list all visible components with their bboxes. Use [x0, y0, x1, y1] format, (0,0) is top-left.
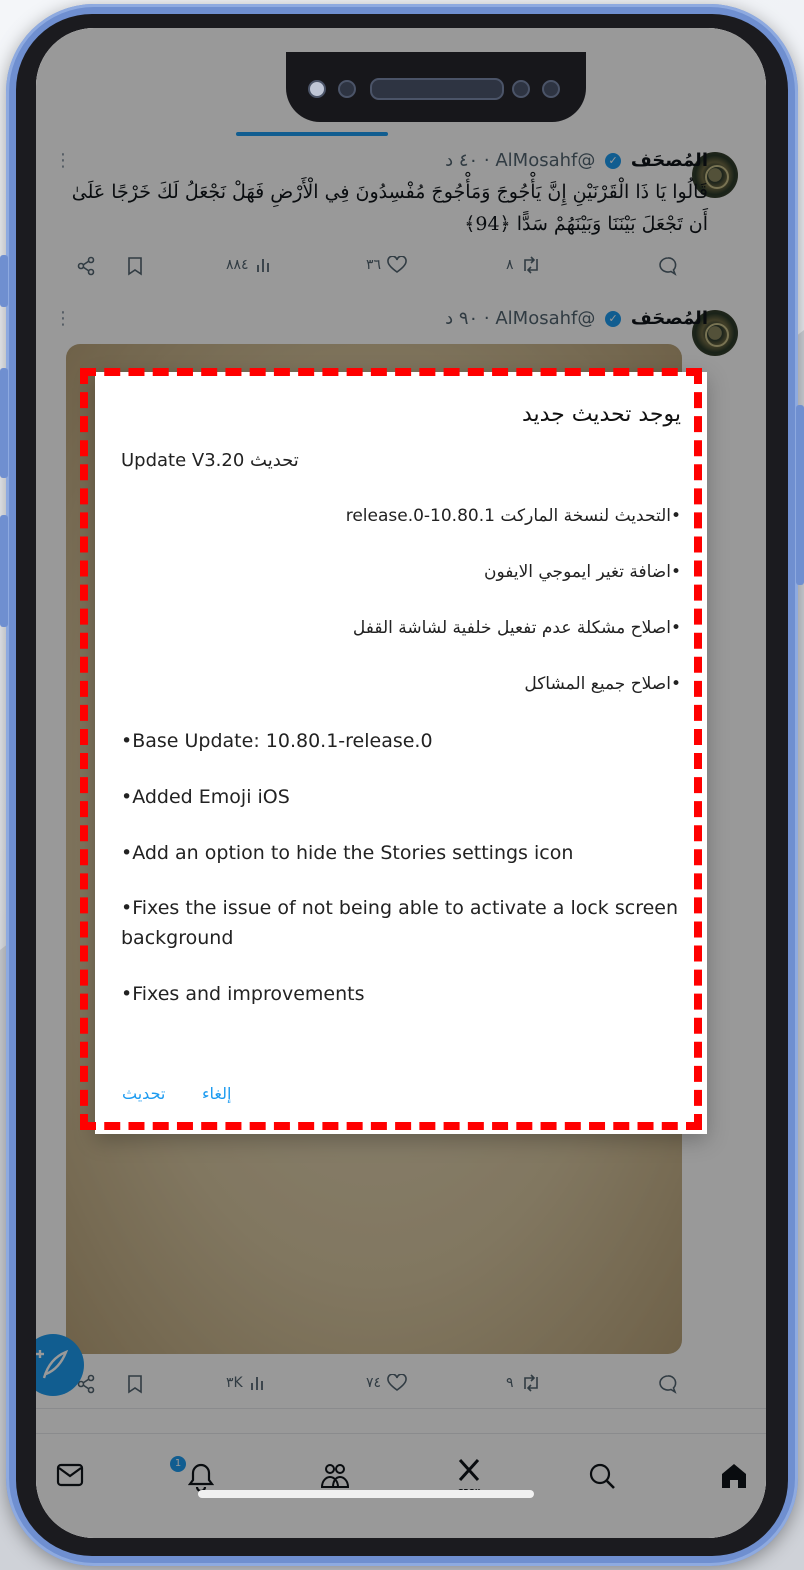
volume-up-button [0, 255, 8, 307]
tweet-time: ٩٠ د [445, 308, 479, 329]
separator: · [478, 308, 490, 329]
arabic-note: •اضافة تغير ايموجي الايفون [483, 562, 681, 582]
sensor-dot [308, 80, 326, 98]
front-camera [542, 80, 560, 98]
sensor-dot [512, 80, 530, 98]
views-count: ٨٨٤ [226, 257, 249, 273]
arabic-note: •اصلاح مشكلة عدم تفعيل خلفية لشاشة القفل [352, 618, 681, 638]
retweets-count: ٨ [506, 257, 514, 273]
english-note: •Fixes and improvements [121, 983, 365, 1005]
author-handle[interactable]: @AlMosahf [495, 150, 596, 171]
sensor-dot [338, 80, 356, 98]
notification-badge: 1 [170, 1456, 186, 1472]
update-dialog [95, 372, 707, 1134]
volume-down-button [0, 368, 8, 478]
likes-count: ٣٦ [366, 257, 382, 273]
power-button [796, 405, 804, 585]
english-note: •Base Update: 10.80.1-release.0 [121, 730, 433, 752]
verified-icon: ✓ [605, 153, 621, 169]
dialog-version: Update V3.20 تحديث [121, 450, 299, 471]
arabic-note: •التحديث لنسخة الماركت release.0-10.80.1 [345, 506, 681, 526]
separator: · [478, 150, 490, 171]
author-name[interactable]: المُصحَف [630, 150, 708, 171]
arabic-note: •اصلاح جميع المشاكل [524, 674, 681, 694]
english-note: •Added Emoji iOS [121, 786, 290, 808]
home-indicator[interactable] [198, 1490, 534, 1498]
author-name[interactable]: المُصحَف [630, 308, 708, 329]
verified-icon: ✓ [605, 311, 621, 327]
update-button[interactable]: تحديث [122, 1084, 166, 1103]
retweets-count: ٩ [506, 1375, 514, 1391]
english-note: •Fixes the issue of not being able to activate a lock screen background [121, 897, 679, 949]
silent-switch [0, 515, 8, 627]
phone-notch [286, 52, 586, 122]
views-count: ٣K [226, 1375, 243, 1391]
tweet-text: قَالُوا يَا ذَا الْقَرْنَيْنِ إِنَّ يَأْجُوجَ وَمَأْجُوجَ مُفْسِدُونَ فِي الْأَرْضِ فَهَلْ نَجْعَلُ لَكَ خَرْجًا عَلَىٰ أَن تَجْعَلَ بَيْنَنَا وَبَيْنَهُمْ سَدًّا ﴿94﴾ [71, 181, 708, 235]
more-options-icon[interactable]: ⋮ [54, 308, 72, 329]
dialog-title: يوجد تحديث جديد [521, 402, 681, 427]
more-options-icon[interactable]: ⋮ [54, 150, 72, 171]
likes-count: ٧٤ [366, 1375, 382, 1391]
author-handle[interactable]: @AlMosahf [495, 308, 596, 329]
speaker-grill [370, 78, 504, 100]
english-note: •Add an option to hide the Stories settings icon [121, 842, 574, 864]
cancel-button[interactable]: إلغاء [202, 1084, 232, 1103]
tweet-time: ٤٠ د [445, 150, 479, 171]
